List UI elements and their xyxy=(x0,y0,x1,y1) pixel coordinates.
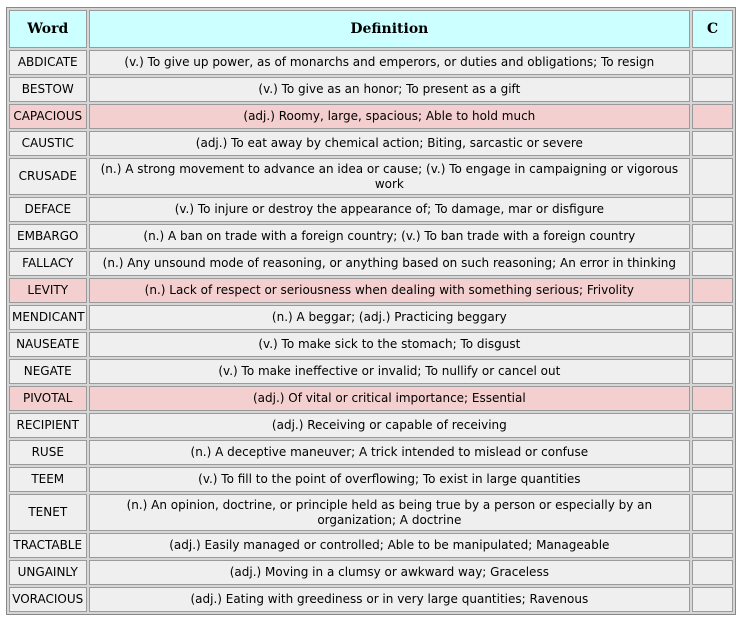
table-row xyxy=(9,413,733,438)
definition-cell: (adj.) Eating with greediness or in very large quantities; Ravenous xyxy=(89,587,691,612)
word-cell: CAPACIOUS xyxy=(9,104,87,129)
table-row xyxy=(9,587,733,612)
definition-cell: (v.) To fill to the point of overflowing; To exist in large quantities xyxy=(89,467,691,492)
word-cell: BESTOW xyxy=(9,77,87,102)
extra-cell xyxy=(692,158,733,195)
definition-cell: (v.) To make ineffective or invalid; To nullify or cancel out xyxy=(89,359,691,384)
table-row xyxy=(9,158,733,195)
extra-cell xyxy=(692,440,733,465)
definition-cell: (n.) A strong movement to advance an idea or cause; (v.) To engage in campaigning or vigorous work xyxy=(89,158,691,195)
definition-column-header: Definition xyxy=(89,10,691,48)
extra-cell xyxy=(692,197,733,222)
word-cell: FALLACY xyxy=(9,251,87,276)
extra-cell xyxy=(692,494,733,531)
extra-cell xyxy=(692,560,733,585)
table-row xyxy=(9,251,733,276)
table-row xyxy=(9,533,733,558)
extra-cell xyxy=(692,131,733,156)
word-cell: UNGAINLY xyxy=(9,560,87,585)
table-row xyxy=(9,278,733,303)
definition-cell: (adj.) To eat away by chemical action; Biting, sarcastic or severe xyxy=(89,131,691,156)
definition-cell: (v.) To give as an honor; To present as a gift xyxy=(89,77,691,102)
table-row xyxy=(9,224,733,249)
table-row xyxy=(9,131,733,156)
definition-cell: (n.) A beggar; (adj.) Practicing beggary xyxy=(89,305,691,330)
word-cell: CAUSTIC xyxy=(9,131,87,156)
table-row xyxy=(9,50,733,75)
word-cell: RUSE xyxy=(9,440,87,465)
definition-cell: (adj.) Moving in a clumsy or awkward way; Graceless xyxy=(89,560,691,585)
extra-cell xyxy=(692,359,733,384)
word-cell: TRACTABLE xyxy=(9,533,87,558)
table-row xyxy=(9,332,733,357)
extra-cell xyxy=(692,50,733,75)
word-cell: VORACIOUS xyxy=(9,587,87,612)
word-cell: MENDICANT xyxy=(9,305,87,330)
table-row xyxy=(9,104,733,129)
definition-cell: (n.) An opinion, doctrine, or principle held as being true by a person or especially by an organization; A doctrine xyxy=(89,494,691,531)
extra-cell xyxy=(692,533,733,558)
word-cell: CRUSADE xyxy=(9,158,87,195)
table-row xyxy=(9,467,733,492)
extra-cell xyxy=(692,332,733,357)
extra-cell xyxy=(692,587,733,612)
extra-column-header: C xyxy=(692,10,733,48)
table-row xyxy=(9,197,733,222)
word-cell: NAUSEATE xyxy=(9,332,87,357)
vocabulary-rows xyxy=(9,50,733,612)
extra-cell xyxy=(692,386,733,411)
definition-cell: (adj.) Receiving or capable of receiving xyxy=(89,413,691,438)
word-cell: TEEM xyxy=(9,467,87,492)
extra-cell xyxy=(692,224,733,249)
extra-cell xyxy=(692,278,733,303)
word-cell: NEGATE xyxy=(9,359,87,384)
definition-cell: (adj.) Roomy, large, spacious; Able to hold much xyxy=(89,104,691,129)
table-row xyxy=(9,77,733,102)
table-row xyxy=(9,494,733,531)
extra-cell xyxy=(692,413,733,438)
extra-cell xyxy=(692,104,733,129)
definition-cell: (v.) To give up power, as of monarchs and emperors, or duties and obligations; To resign xyxy=(89,50,691,75)
vocabulary-table xyxy=(6,7,736,615)
definition-cell: (adj.) Of vital or critical importance; Essential xyxy=(89,386,691,411)
word-cell: RECIPIENT xyxy=(9,413,87,438)
word-cell: LEVITY xyxy=(9,278,87,303)
definition-cell: (n.) A ban on trade with a foreign country; (v.) To ban trade with a foreign country xyxy=(89,224,691,249)
extra-cell xyxy=(692,77,733,102)
table-row xyxy=(9,359,733,384)
definition-cell: (n.) A deceptive maneuver; A trick intended to mislead or confuse xyxy=(89,440,691,465)
extra-cell xyxy=(692,305,733,330)
word-cell: PIVOTAL xyxy=(9,386,87,411)
word-cell: DEFACE xyxy=(9,197,87,222)
extra-cell xyxy=(692,467,733,492)
definition-cell: (v.) To make sick to the stomach; To disgust xyxy=(89,332,691,357)
definition-cell: (v.) To injure or destroy the appearance of; To damage, mar or disfigure xyxy=(89,197,691,222)
definition-cell: (adj.) Easily managed or controlled; Able to be manipulated; Manageable xyxy=(89,533,691,558)
definition-cell: (n.) Lack of respect or seriousness when dealing with something serious; Frivolity xyxy=(89,278,691,303)
table-row xyxy=(9,386,733,411)
table-row xyxy=(9,560,733,585)
table-row xyxy=(9,305,733,330)
word-cell: EMBARGO xyxy=(9,224,87,249)
word-cell: TENET xyxy=(9,494,87,531)
table-row xyxy=(9,440,733,465)
definition-cell: (n.) Any unsound mode of reasoning, or anything based on such reasoning; An error in thinking xyxy=(89,251,691,276)
header-row xyxy=(9,10,733,48)
word-column-header: Word xyxy=(9,10,87,48)
word-cell: ABDICATE xyxy=(9,50,87,75)
extra-cell xyxy=(692,251,733,276)
